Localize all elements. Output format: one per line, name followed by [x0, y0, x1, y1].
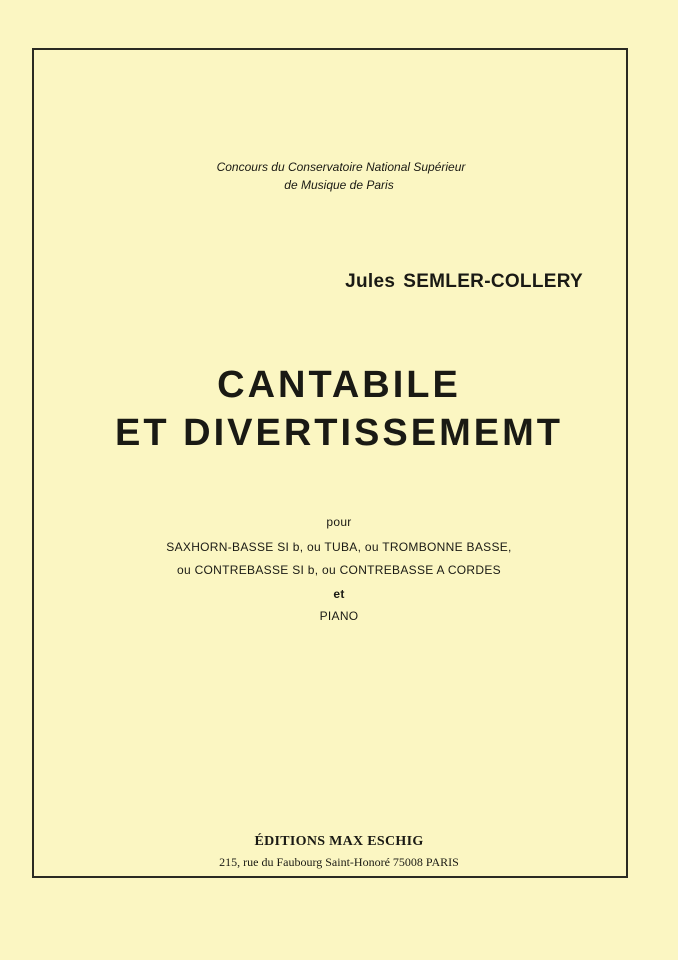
- competition-line-2: de Musique de Paris: [284, 178, 394, 192]
- publisher-name: ÉDITIONS MAX ESCHIG: [254, 834, 424, 849]
- composer-name: [345, 271, 583, 293]
- instrumentation-pour: pour: [326, 515, 352, 529]
- composer-last-name: SEMLER-COLLERY: [403, 271, 583, 292]
- title-line-2: ET DIVERTISSEMEMT: [115, 412, 563, 454]
- instrumentation-line-1: SAXHORN-BASSE SI b, ou TUBA, ou TROMBONNE BASSE,: [166, 540, 512, 554]
- composer-first-name: Jules: [345, 271, 396, 292]
- publisher-address: 215, rue du Faubourg Saint-Honoré 75008 PARIS: [219, 855, 459, 869]
- competition-line-1: Concours du Conservatoire National Supérieur: [216, 160, 466, 174]
- title-line-1: CANTABILE: [217, 364, 461, 406]
- instrumentation-et: et: [333, 587, 345, 601]
- instrumentation-line-2: ou CONTREBASSE SI b, ou CONTREBASSE A CORDES: [177, 563, 501, 577]
- instrumentation-piano: PIANO: [319, 609, 359, 623]
